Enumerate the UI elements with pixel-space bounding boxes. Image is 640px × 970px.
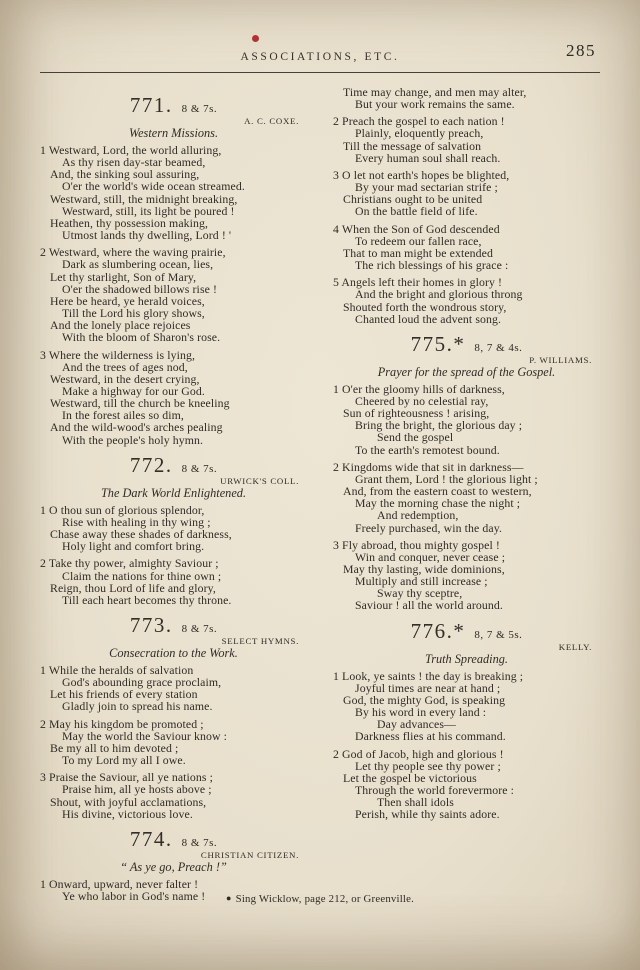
hymn-number-line (40, 93, 307, 118)
verse-line: Westward, in the desert crying, (50, 371, 200, 386)
verse-line: Let his friends of every station (50, 687, 198, 702)
verse-line: Rise with healing in thy wing ; (62, 514, 211, 529)
verse (40, 144, 307, 241)
hymn-title: Truth Spreading. (425, 651, 508, 666)
verse-line: Claim the nations for thine own ; (62, 568, 222, 583)
page-header (40, 0, 600, 65)
hymn-number-line (333, 332, 600, 357)
verse-line: With the bloom of Sharon's rose. (62, 330, 221, 345)
hymn-attribution: CHRISTIAN CITIZEN. (200, 849, 299, 860)
hymn-meter: 8 & 7s. (181, 462, 218, 475)
verse-line: Till the message of salvation (343, 138, 482, 153)
hymn-attribution: A. C. COXE. (244, 116, 299, 126)
verse (40, 664, 307, 713)
verse-line: Be my all to him devoted ; (50, 740, 179, 755)
running-title: ASSOCIATIONS, ETC. (240, 51, 400, 63)
verse-line: By your mad sectarian strife ; (355, 180, 498, 195)
verse-line: May the world the Saviour know : (62, 728, 228, 743)
verse-line: On the battle field of life. (355, 204, 478, 219)
verse-line: Westward, still, its light be poured ! (62, 203, 235, 218)
verse-line: 3 Praise the Saviour, all ye nations ; (40, 770, 214, 785)
verse-line: Till each heart becomes thy throne. (62, 592, 232, 607)
hymn-meter: 8 & 7s. (181, 836, 218, 849)
verse-line: Then shall idols (377, 795, 454, 810)
verse-line: Send the gospel (377, 430, 454, 445)
verse-line: Freely purchased, win the day. (355, 520, 503, 535)
verse-line: Dark as slumbering ocean, lies, (62, 257, 214, 272)
hymn-meter: 8, 7 & 5s. (474, 628, 523, 641)
verse-line: Here be heard, ye herald voices, (50, 293, 205, 308)
verse-line: 3 Where the wilderness is lying, (40, 347, 195, 362)
verse-line: Day advances— (377, 717, 456, 732)
hymn-number-line (40, 827, 307, 852)
verse-line: 5 Angels left their homes in glory ! (333, 275, 503, 290)
verse (333, 539, 600, 612)
verse (333, 383, 600, 456)
hymn-heading (40, 453, 307, 501)
verse-line: 1 O thou sun of glorious splendor, (40, 502, 205, 517)
hymn-number: 775.* (410, 331, 466, 356)
hymn-number: 774. (129, 826, 173, 851)
hymn-attribution: P. WILLIAMS. (529, 354, 592, 365)
page-number: 285 (566, 41, 596, 60)
verse-line: 1 Look, ye saints ! the day is breaking ; (333, 668, 524, 683)
verse-line: Utmost lands thy dwelling, Lord ! ' (62, 228, 232, 243)
verse (333, 276, 600, 325)
verse-line: 3 O let not earth's hopes be blighted, (333, 167, 510, 182)
hymn-columns (0, 73, 640, 907)
verse-line: Multiply and still increase ; (355, 574, 488, 589)
verse-line: 2 Take thy power, almighty Saviour ; (40, 556, 219, 571)
verse-line: Holy light and comfort bring. (62, 539, 205, 554)
hymn-heading (333, 332, 600, 380)
verse-line: Praise him, all ye hosts above ; (62, 782, 212, 797)
verse-line: With the people's holy hymn. (62, 432, 204, 447)
text-column-1 (40, 86, 307, 907)
verse-line: 1 While the heralds of salvation (40, 663, 194, 677)
footnote-text: Sing Wicklow, page 212, or Greenville. (235, 893, 415, 905)
verse (40, 771, 307, 820)
verse-line: 2 Westward, where the waving prairie, (40, 245, 226, 260)
verse-line: Joyful times are near at hand ; (355, 680, 501, 695)
verse-line: Heathen, thy possession making, (50, 215, 209, 230)
verse-line: The rich blessings of his grace : (355, 258, 509, 273)
verse-line: And the trees of ages nod, (62, 359, 188, 374)
verse-line: Reign, thou Lord of life and glory, (50, 580, 216, 595)
verse (40, 718, 307, 767)
verse-line: 2 Preach the gospel to each nation ! (333, 114, 505, 129)
hymn-attribution: KELLY. (558, 641, 592, 652)
verse-line: Perish, while thy saints adore. (355, 807, 500, 822)
verse-line: Plainly, eloquently preach, (355, 126, 484, 141)
verse (40, 349, 307, 446)
verse-line: O'er the world's wide ocean streamed. (62, 179, 245, 194)
hymn-number-line (40, 613, 307, 638)
verse-line: Every human soul shall reach. (355, 150, 501, 165)
verse-line: Cheered by no celestial ray, (355, 393, 489, 408)
verse-line: 3 Fly abroad, thou mighty gospel ! (333, 537, 500, 552)
verse-line: 4 When the Son of God descended (333, 221, 500, 236)
verse-line: Shout, with joyful acclamations, (50, 794, 207, 809)
verse (40, 504, 307, 553)
hymn-meter: 8 & 7s. (181, 103, 218, 115)
verse-line: God's abounding grace proclaim, (62, 675, 222, 690)
verse-line: Grant them, Lord ! the glorious light ; (355, 471, 538, 486)
verse-line: May thy lasting, wide dominions, (343, 562, 505, 576)
verse-line: May the morning chase the night ; (355, 496, 521, 511)
verse-line: Let thy people see thy power ; (355, 758, 501, 773)
hymn-number: 772. (129, 452, 173, 477)
verse-line: Till the Lord his glory shows, (62, 306, 205, 321)
verse-line: In the forest ailes so dim, (62, 408, 184, 423)
verse-line: To my Lord my all I owe. (62, 753, 186, 768)
hymn-meter: 8, 7 & 4s. (474, 341, 523, 354)
verse-line: Sun of righteousness ! arising, (343, 406, 490, 421)
verse-line: And, from the eastern coast to western, (343, 484, 532, 499)
footnote (0, 893, 640, 905)
verse-line: Bring the bright, the glorious day ; (355, 418, 523, 433)
verse-line: Christians ought to be united (343, 192, 483, 207)
verse-line: Time may change, and men may alter, (343, 85, 527, 99)
verse (333, 115, 600, 164)
hymn-meter: 8 & 7s. (181, 623, 218, 635)
verse-line: Saviour ! all the world around. (355, 598, 503, 613)
verse-line: Ye who labor in God's name ! (62, 889, 206, 904)
hymn-number: 776.* (410, 618, 466, 643)
verse-line: 1 O'er the gloomy hills of darkness, (333, 381, 505, 396)
verse-line: By his word in every land : (355, 705, 487, 720)
verse-line: O'er the shadowed billows rise ! (62, 281, 218, 296)
hymn-number-line (333, 619, 600, 644)
verse (333, 748, 600, 821)
verse (333, 223, 600, 272)
verse-line: But your work remains the same. (355, 97, 515, 112)
verse-line: And the lonely place rejoices (50, 318, 191, 333)
hymn-title: “ As ye go, Preach !” (120, 859, 227, 874)
verse-line: And the wild-wood's arches pealing (50, 420, 223, 435)
footnote-marker-icon: ● (225, 893, 232, 903)
verse-line: Shouted forth the wondrous story, (343, 299, 507, 314)
hymn-heading (333, 619, 600, 667)
verse-line: Win and conquer, never cease ; (355, 549, 506, 564)
verse-line: As thy risen day-star beamed, (62, 155, 206, 170)
verse-line: And the bright and glorious throng (355, 287, 523, 302)
verse-line: God, the mighty God, is speaking (343, 692, 506, 707)
verse (333, 169, 600, 218)
hymn-number-line (40, 453, 307, 478)
hymn-attribution: SELECT HYMNS. (221, 636, 299, 646)
hymn-number: 773. (129, 613, 173, 637)
verse-line: 2 Kingdoms wide that sit in darkness— (333, 459, 524, 474)
verse-line: Chanted loud the advent song. (355, 311, 502, 326)
verse-line: Sway thy sceptre, (377, 586, 463, 601)
verse-line: 1 Westward, Lord, the world alluring, (40, 143, 222, 157)
verse-line: Westward, still, the midnight breaking, (50, 191, 238, 206)
verse-line: Darkness flies at his command. (355, 729, 506, 744)
verse-line: Make a highway for our God. (62, 383, 205, 398)
verse (40, 246, 307, 343)
verse-line: Let thy starlight, Son of Mary, (50, 269, 197, 284)
hymn-title: Western Missions. (128, 126, 219, 140)
hymn-heading (40, 613, 307, 661)
verse-line: That to man might be extended (343, 245, 493, 260)
verse-line: And, the sinking soul assuring, (50, 167, 200, 182)
verse (333, 461, 600, 534)
verse-line: Chase away these shades of darkness, (50, 527, 232, 542)
hymn-title: Prayer for the spread of the Gospel. (377, 364, 556, 379)
hymn-title: The Dark World Enlightened. (100, 485, 247, 500)
hymn-attribution: URWICK'S COLL. (220, 475, 299, 486)
verse (333, 670, 600, 743)
verse (40, 557, 307, 606)
verse-line: 2 God of Jacob, high and glorious ! (333, 746, 504, 761)
verse-line: 2 May his kingdom be promoted ; (40, 716, 204, 731)
verse-line: Gladly join to spread his name. (62, 699, 213, 714)
hymn-number: 771. (129, 93, 173, 117)
verse-line: And redemption, (377, 508, 459, 523)
verse-line: His divine, victorious love. (62, 806, 193, 821)
verse-line: 1 Onward, upward, never falter ! (40, 876, 199, 891)
hymn-title: Consecration to the Work. (109, 646, 238, 660)
verse-line: To redeem our fallen race, (355, 233, 482, 248)
verse-line: Let the gospel be victorious (343, 770, 477, 785)
verse (333, 86, 600, 110)
verse-line: To the earth's remotest bound. (355, 442, 500, 457)
text-column-2 (333, 86, 600, 907)
verse-line: Through the world forevermore : (355, 783, 515, 798)
hymn-heading (40, 827, 307, 875)
hymn-heading (40, 93, 307, 141)
verse-line: Westward, till the church be kneeling (50, 396, 230, 411)
